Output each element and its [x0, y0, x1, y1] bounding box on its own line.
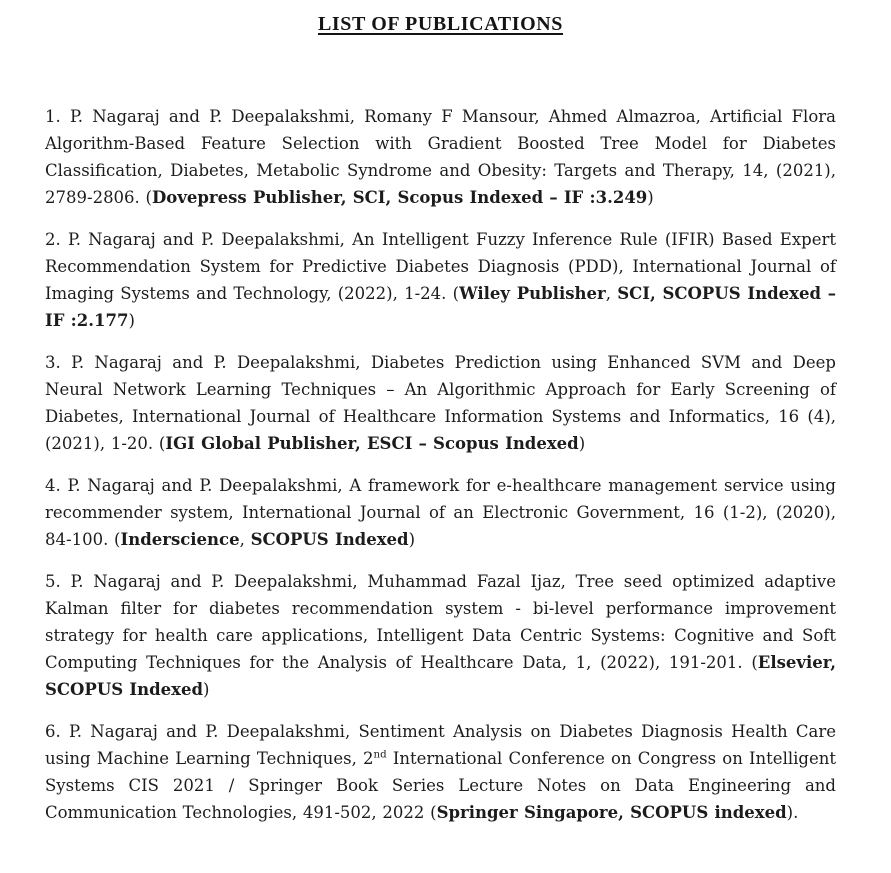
publication-text-segment: 2. P. Nagaraj and P. Deepalakshmi, An Intelligent Fuzzy Inference Rule (IFIR) Based Expert Recommendation System for Predictive Diabetes Diagnosis (PDD), International Journal of Imaging Systems and Technology, (2022), 1-24. ( [45, 230, 836, 303]
publication-text-segment: ) [647, 188, 654, 207]
page-title: LIST OF PUBLICATIONS [317, 13, 564, 35]
publication-text-segment: ) [578, 434, 586, 453]
publication-text-segment: Dovepress Publisher, SCI, Scopus Indexed – IF :3.249 [152, 188, 648, 207]
publication-entry [45, 472, 836, 553]
publication-text-segment: Wiley Publisher [459, 284, 606, 303]
publication-entry [45, 226, 836, 334]
publication-text-segment: 1. P. Nagaraj and P. Deepalakshmi, Romany F Mansour, Ahmed Almazroa, Artificial Flora Algorithm-Based Feature Selection with Gradient Boosted Tree Model for Diabetes Classification, Diabetes, Metabolic Syndrome and Obesity: Targets and Therapy, 14, (2021), 2789-2806. ( [45, 107, 836, 207]
publication-text-segment: ). [786, 803, 799, 822]
publication-text-segment: 3. P. Nagaraj and P. Deepalakshmi, Diabetes Prediction using Enhanced SVM and Deep Neural Network Learning Techniques – An Algorithmic Approach for Early Screening of Diabetes, International Journal of Healthcare Information Systems and Informatics, 16 (4), (2021), 1-20. ( [45, 353, 836, 453]
publication-text-segment: Elsevier, SCOPUS Indexed [45, 653, 836, 699]
publication-entry [45, 103, 836, 211]
publication-text-segment: SCI, SCOPUS Indexed – IF :2.177 [45, 284, 837, 330]
publication-text-segment: Springer Singapore, SCOPUS indexed [436, 803, 787, 822]
publication-text-segment: SCOPUS Indexed [250, 530, 409, 549]
publication-text-segment: Inderscience [120, 530, 240, 549]
publication-text-segment: , [239, 530, 251, 549]
publication-text-segment: ) [203, 680, 210, 699]
publication-text-segment: 6. P. Nagaraj and P. Deepalakshmi, Sentiment Analysis on Diabetes Diagnosis Health Care using Machine Learning Techniques, 2 [45, 722, 836, 768]
publication-text-segment: ) [408, 530, 416, 549]
publication-text-segment: , [605, 284, 618, 303]
publication-text-segment: ) [128, 311, 135, 330]
publication-entry [45, 568, 836, 703]
publication-text-segment: IGI Global Publisher, ESCI – Scopus Indexed [165, 434, 579, 453]
publication-entry [45, 349, 836, 457]
publication-text-segment: 5. P. Nagaraj and P. Deepalakshmi, Muhammad Fazal Ijaz, Tree seed optimized adaptive Kalman filter for diabetes recommendation system - bi-level performance improvement strategy for health care applications, Intelligent Data Centric Systems: Cognitive and Soft Computing Techniques for the Analysis of Healthcare Data, 1, (2022), 191-201. ( [45, 572, 836, 672]
publication-text-segment: nd [373, 749, 387, 761]
publication-text-segment: International Conference on Congress on Intelligent Systems CIS 2021 / Springer Book Series Lecture Notes on Data Engineering and Communication Technologies, 491-502, 2022 ( [45, 749, 836, 822]
publication-entry [45, 718, 836, 826]
publications-list [45, 103, 836, 826]
publication-text-segment: 4. P. Nagaraj and P. Deepalakshmi, A framework for e-healthcare management service using recommender system, International Journal of an Electronic Government, 16 (1-2), (2020), 84-100. ( [45, 476, 836, 549]
